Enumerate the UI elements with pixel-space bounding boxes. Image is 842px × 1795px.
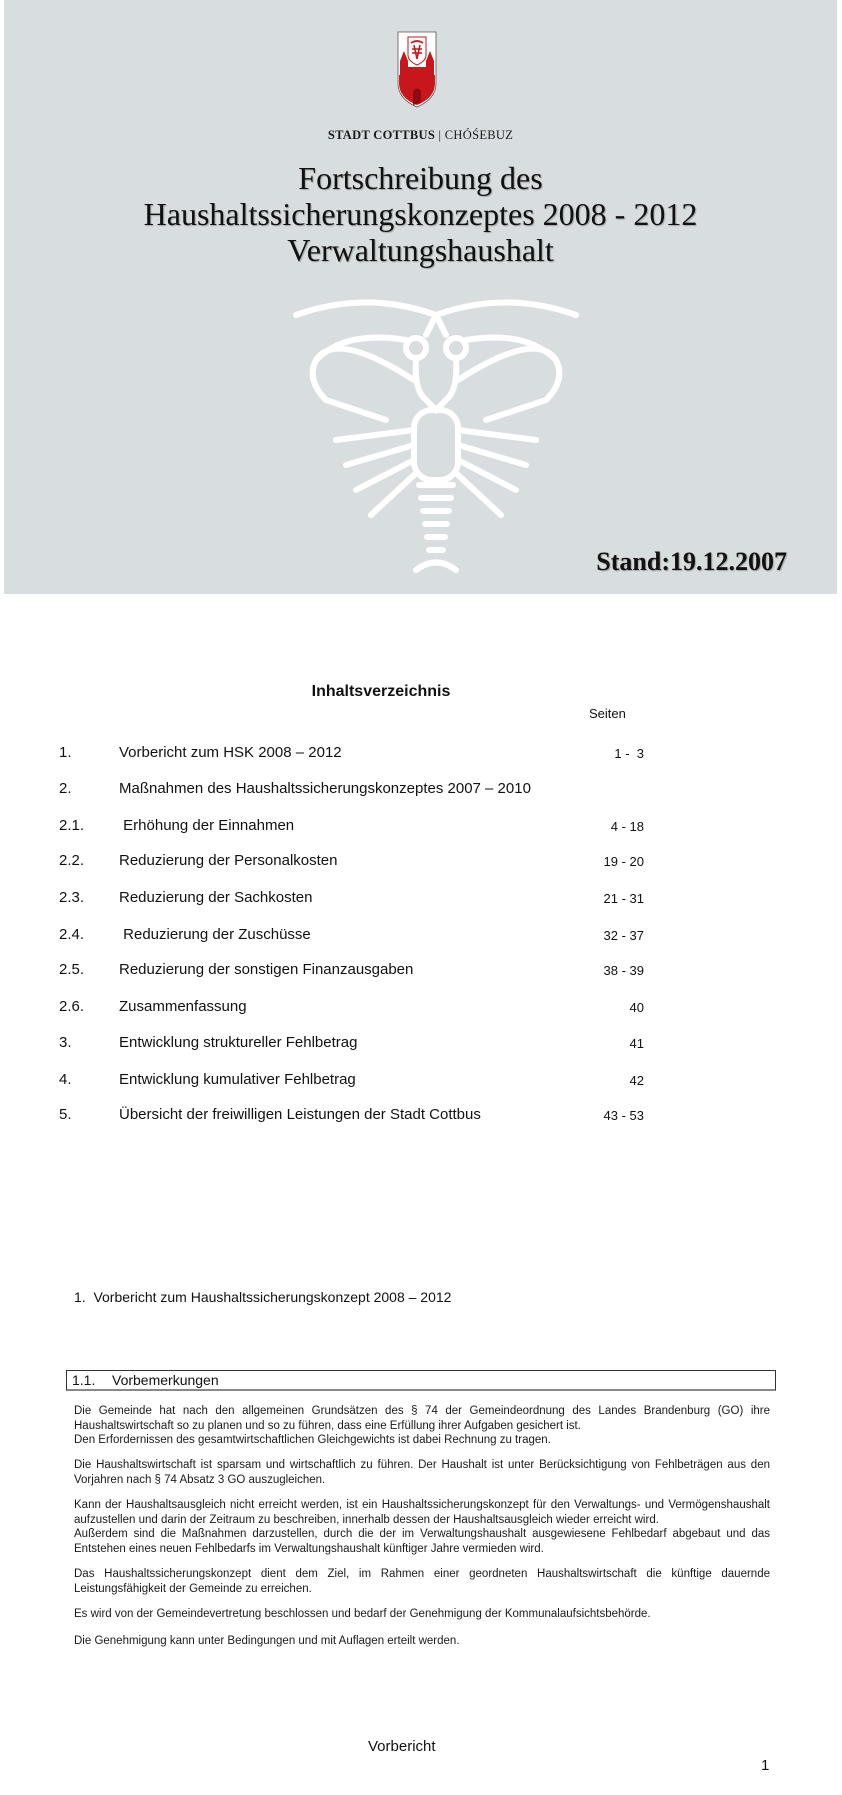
paragraph bbox=[74, 1404, 770, 1448]
city-name bbox=[4, 128, 837, 143]
toc-entry-pages: 42 bbox=[629, 1073, 644, 1088]
toc-entry-number: 2.3. bbox=[59, 889, 85, 906]
city-name-german: STADT COTTBUS bbox=[327, 128, 436, 142]
paragraph-line: Es wird von der Gemeindevertretung beschlossen und bedarf der Genehmigung der Kommunalaufsichtsbehörde. bbox=[74, 1608, 651, 1620]
toc-entry-pages: 21 - 31 bbox=[603, 891, 644, 906]
page-number: 1 bbox=[761, 1757, 770, 1774]
paragraph bbox=[74, 1567, 770, 1596]
paragraph-line: Außerdem sind die Maßnahmen darzustellen, durch die der im Verwaltungshaushalt ausgewiesene Fehlbedarf abgebaut und das Entstehen eines neuen Fehlbedarfs im Verwaltungshaushalt künftiger Jahre vermieden wird. bbox=[74, 1528, 770, 1555]
paragraph bbox=[74, 1607, 770, 1622]
subsection-title: Vorbemerkungen bbox=[112, 1372, 219, 1388]
coat-of-arms-icon bbox=[397, 31, 437, 121]
subsection-heading-box bbox=[66, 1370, 776, 1391]
toc-entry-number: 2.5. bbox=[59, 961, 85, 978]
toc-entry[interactable] bbox=[0, 998, 842, 1018]
toc-entry[interactable] bbox=[0, 1034, 842, 1054]
toc-entry-label: Reduzierung der Personalkosten bbox=[119, 852, 338, 869]
paragraph bbox=[74, 1634, 770, 1649]
toc-entry-number: 1. bbox=[59, 744, 72, 761]
toc-entry-number: 3. bbox=[59, 1034, 72, 1051]
toc-pages-header: Seiten bbox=[589, 706, 626, 721]
toc-entry-pages: 43 - 53 bbox=[603, 1108, 644, 1123]
toc-entry[interactable] bbox=[0, 961, 842, 981]
toc-entry[interactable] bbox=[0, 926, 842, 946]
toc-entry-number: 2.6. bbox=[59, 998, 85, 1015]
toc-entry-pages: 32 - 37 bbox=[603, 928, 644, 943]
toc-entry-label: Übersicht der freiwilligen Leistungen der Stadt Cottbus bbox=[119, 1106, 481, 1123]
toc-entry-pages: 4 - 18 bbox=[610, 819, 644, 834]
paragraph-line: Den Erfordernissen des gesamtwirtschaftlichen Gleichgewichts ist dabei Rechnung zu tragen. bbox=[74, 1434, 551, 1446]
toc-entry-number: 2.2. bbox=[59, 852, 85, 869]
paragraph bbox=[74, 1458, 770, 1487]
toc-entry-label: Entwicklung struktureller Fehlbetrag bbox=[119, 1034, 358, 1051]
paragraph-line: Die Genehmigung kann unter Bedingungen und mit Auflagen erteilt werden. bbox=[74, 1635, 460, 1647]
toc-entry[interactable] bbox=[0, 889, 842, 909]
cover-title-line-1: Fortschreibung des bbox=[298, 160, 543, 196]
toc-entry[interactable] bbox=[0, 1106, 842, 1126]
toc-entry-pages: 19 - 20 bbox=[603, 854, 644, 869]
toc-entry-label: Entwicklung kumulativer Fehlbetrag bbox=[119, 1071, 356, 1088]
subsection-number: 1.1. bbox=[72, 1372, 96, 1388]
paragraph-line: Kann der Haushaltsausgleich nicht erreicht werden, ist ein Haushaltssicherungskonzept für den Verwaltungs- und Vermögenshaushalt aufzustellen und darin der Zeitraum zu beschreiben, innerhalb dessen der Haushaltsausgleich wieder erreicht wird. bbox=[74, 1499, 770, 1526]
city-name-separator: | bbox=[435, 128, 445, 142]
toc-entry-label: Reduzierung der Zuschüsse bbox=[119, 926, 311, 943]
toc-entry-label: Maßnahmen des Haushaltssicherungskonzeptes 2007 – 2010 bbox=[119, 780, 531, 797]
cover-title-line-3: Verwaltungshaushalt bbox=[287, 232, 554, 268]
paragraph-line: Die Gemeinde hat nach den allgemeinen Grundsätzen des § 74 der Gemeindeordnung des Landes Brandenburg (GO) ihre Haushaltswirtschaft so zu planen und so zu führen, dass eine Erfüllung ihrer Aufgaben gesichert ist. bbox=[74, 1405, 770, 1432]
cover-title-line-2: Haushaltssicherungskonzeptes 2008 - 2012 bbox=[143, 196, 698, 232]
lobster-watermark-icon bbox=[276, 270, 596, 580]
footer-section-label: Vorbericht bbox=[368, 1738, 436, 1755]
toc-title: Inhaltsverzeichnis bbox=[311, 683, 451, 700]
toc-entry-pages: 38 - 39 bbox=[603, 963, 644, 978]
paragraph-line: Das Haushaltssicherungskonzept dient dem Ziel, im Rahmen einer geordneten Haushaltswirtschaft die künftige dauernde Leistungsfähigkeit der Gemeinde zu erreichen. bbox=[74, 1568, 770, 1595]
toc-entry-pages: 40 bbox=[629, 1000, 644, 1015]
toc-entry-number: 4. bbox=[59, 1071, 72, 1088]
cover-panel bbox=[4, 0, 837, 594]
section-heading: 1. Vorbericht zum Haushaltssicherungskonzept 2008 – 2012 bbox=[74, 1289, 452, 1305]
toc-entry[interactable] bbox=[0, 817, 842, 837]
toc-entry[interactable] bbox=[0, 780, 842, 800]
toc-entry-number: 2. bbox=[59, 780, 72, 797]
paragraph bbox=[74, 1498, 770, 1556]
toc-entry[interactable] bbox=[0, 1071, 842, 1091]
toc-entry-number: 5. bbox=[59, 1106, 72, 1123]
toc-entry-number: 2.1. bbox=[59, 817, 85, 834]
toc-entry[interactable] bbox=[0, 744, 842, 764]
status-date: Stand:19.12.2007 bbox=[596, 547, 787, 576]
toc-entry-label: Zusammenfassung bbox=[119, 998, 247, 1015]
toc-entry[interactable] bbox=[0, 852, 842, 872]
cover-title bbox=[4, 160, 837, 268]
toc-entry-label: Reduzierung der Sachkosten bbox=[119, 889, 313, 906]
toc-entry-pages: 1 - 3 bbox=[614, 746, 644, 761]
toc-entry-label: Erhöhung der Einnahmen bbox=[119, 817, 295, 834]
toc-entry-label: Reduzierung der sonstigen Finanzausgaben bbox=[119, 961, 414, 978]
toc-entry-number: 2.4. bbox=[59, 926, 85, 943]
paragraph-line: Die Haushaltswirtschaft ist sparsam und wirtschaftlich zu führen. Der Haushalt ist unter Berücksichtigung von Fehlbeträgen aus den Vorjahren nach § 74 Absatz 3 GO auszugleichen. bbox=[74, 1459, 770, 1486]
city-name-sorbian: CHÓŚEBUZ bbox=[444, 128, 514, 142]
toc-entry-pages: 41 bbox=[629, 1036, 644, 1051]
toc-entry-label: Vorbericht zum HSK 2008 – 2012 bbox=[119, 744, 342, 761]
